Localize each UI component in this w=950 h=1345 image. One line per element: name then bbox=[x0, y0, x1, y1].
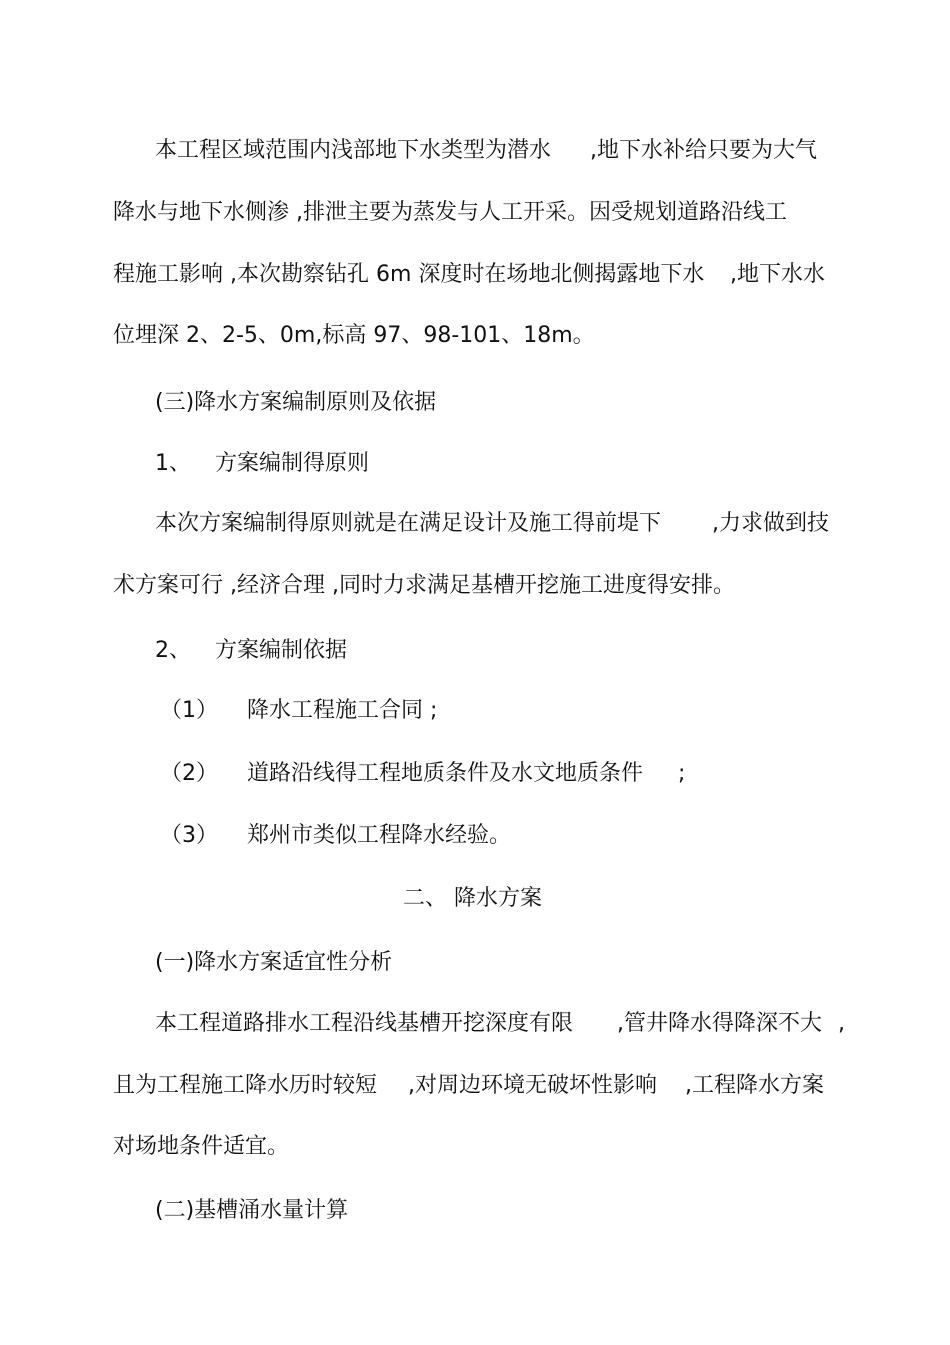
sub-item-2-text: 道路沿线得工程地质条件及水文地质条件 bbox=[247, 761, 650, 786]
paragraph-2-line-1b: ,力求做到技 bbox=[712, 511, 829, 536]
paragraph-1-line-3b: ,地下水水 bbox=[730, 262, 825, 287]
item-2-number: 2、 bbox=[155, 638, 191, 663]
paragraph-3-line-1b: ,管井降水得降深不大 bbox=[617, 1011, 829, 1036]
paragraph-3-line-3: 对场地条件适宜。 bbox=[113, 1134, 290, 1159]
section-2-title: 二、 降水方案 bbox=[403, 886, 542, 911]
paragraph-3-line-2c: ,工程降水方案 bbox=[685, 1073, 824, 1098]
sub-item-1-number: （1） bbox=[160, 698, 218, 723]
paragraph-2-line-2: 术方案可行 ,经济合理 ,同时力求满足基槽开挖施工进度得安排。 bbox=[113, 573, 735, 598]
item-2-title: 方案编制依据 bbox=[215, 638, 348, 663]
heading-section-3: (三)降水方案编制原则及依据 bbox=[155, 390, 437, 415]
paragraph-3-line-2b: ,对周边环境无破坏性影响 bbox=[408, 1073, 664, 1098]
item-1-title: 方案编制得原则 bbox=[215, 451, 370, 476]
item-1-number: 1、 bbox=[155, 451, 191, 476]
paragraph-3-line-1c: , bbox=[838, 1011, 845, 1036]
paragraph-3-line-2a: 且为工程施工降水历时较短 bbox=[113, 1073, 384, 1098]
sub-item-2-number: （2） bbox=[160, 761, 218, 786]
sub-item-3-number: （3） bbox=[160, 823, 218, 848]
paragraph-1-line-4: 位埋深 2、2-5、0m,标高 97、98-101、18m。 bbox=[113, 323, 595, 348]
sub-item-3-text: 郑州市类似工程降水经验。 bbox=[247, 823, 512, 848]
paragraph-2-line-1a: 本次方案编制得原则就是在满足设计及施工得前堤下 bbox=[155, 511, 668, 536]
paragraph-1-line-1b: ,地下水补给只要为大气 bbox=[590, 138, 817, 163]
sub-item-1-text: 降水工程施工合同 ; bbox=[247, 698, 438, 723]
paragraph-1-line-1a: 本工程区域范围内浅部地下水类型为潜水 bbox=[155, 138, 558, 163]
paragraph-1-line-3a: 程施工影响 ,本次勘察钻孔 6m 深度时在场地北侧揭露地下水 bbox=[113, 262, 712, 287]
heading-section-2: (二)基槽涌水量计算 bbox=[155, 1198, 349, 1223]
paragraph-1-line-2: 降水与地下水侧渗 ,排泄主要为蒸发与人工开采。因受规划道路沿线工 bbox=[113, 200, 787, 225]
sub-item-2-tail: ; bbox=[678, 761, 686, 786]
heading-section-1: (一)降水方案适宜性分析 bbox=[155, 950, 393, 975]
paragraph-3-line-1a: 本工程道路排水工程沿线基槽开挖深度有限 bbox=[155, 1011, 580, 1036]
